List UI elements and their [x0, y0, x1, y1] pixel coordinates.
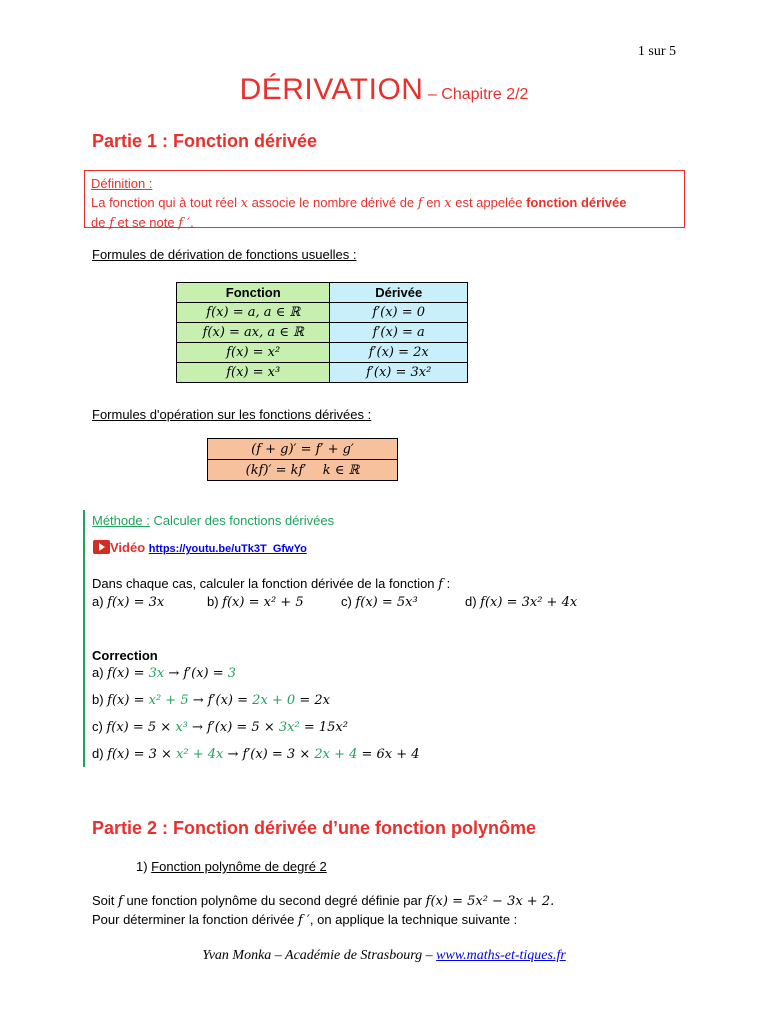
exercise-d: d) f(x) = 3x² + 4x — [465, 594, 578, 610]
method-label: Méthode : — [92, 513, 150, 528]
correction-label: Correction — [92, 648, 158, 663]
exercise-c: c) f(x) = 5x³ — [341, 594, 418, 610]
usual-derivatives-table — [176, 282, 468, 383]
footer-link[interactable]: www.maths-et-tiques.fr — [436, 948, 566, 963]
part2-line-1: Soit f une fonction polynôme du second degré définie par f(x) = 5x² − 3x + 2. — [92, 893, 555, 909]
video-label: Vidéo — [110, 540, 149, 555]
part1-heading: Partie 1 : Fonction dérivée — [92, 131, 318, 151]
table-row — [177, 323, 468, 343]
table-cell-derivative: f′(x) = 3x² — [330, 363, 468, 383]
table-row — [208, 439, 398, 460]
correction-a: a) f(x) = 3x → f′(x) = 3 — [92, 665, 237, 681]
definition-box — [84, 170, 685, 231]
video-play-icon[interactable] — [93, 540, 110, 554]
table-row — [177, 303, 468, 323]
correction-b: b) f(x) = x² + 5 → f′(x) = 2x + 0 = 2x — [92, 692, 330, 708]
table-row — [208, 460, 398, 481]
title-chapter: – Chapitre 2/2 — [427, 86, 529, 103]
table-header-function: Fonction — [177, 283, 330, 303]
table-cell-function: f(x) = x² — [177, 343, 330, 363]
table-row — [177, 363, 468, 383]
table-cell-function: f(x) = x³ — [177, 363, 330, 383]
usual-formulas-heading: Formules de dérivation de fonctions usuelles : — [92, 247, 357, 262]
correction-d: d) f(x) = 3 × x² + 4x → f′(x) = 3 × 2x + 4 = 6x + 4 — [92, 746, 420, 762]
footer-text: Yvan Monka – Académie de Strasbourg – — [202, 948, 437, 963]
operation-formula: (kf)′ = kf′ k ∈ ℝ — [208, 460, 398, 481]
definition-line-1: La fonction qui à tout réel x associe le nombre dérivé de f en x est appelée fonction dérivée — [91, 195, 627, 211]
method-heading — [92, 513, 334, 528]
method-side-bar — [83, 510, 85, 767]
exercise-instruction: Dans chaque cas, calculer la fonction dérivée de la fonction f : — [92, 576, 451, 592]
correction-c: c) f(x) = 5 × x³ → f′(x) = 5 × 3x² = 15x² — [92, 719, 348, 735]
table-cell-function: f(x) = ax, a ∈ ℝ — [177, 323, 330, 343]
table-header-derivative: Dérivée — [330, 283, 468, 303]
table-cell-derivative: f′(x) = 2x — [330, 343, 468, 363]
part2-heading: Partie 2 : Fonction dérivée d’une fonction polynôme — [92, 818, 537, 838]
title-main: DÉRIVATION — [239, 73, 424, 106]
page-number: 1 sur 5 — [637, 44, 676, 59]
definition-label: Définition : — [91, 176, 153, 191]
video-line — [110, 540, 307, 555]
operations-table — [207, 438, 398, 481]
table-row — [177, 343, 468, 363]
operations-heading: Formules d'opération sur les fonctions dérivées : — [92, 407, 372, 422]
exercise-a: a) f(x) = 3x — [92, 594, 165, 610]
method-text: Calculer des fonctions dérivées — [149, 513, 335, 528]
table-cell-function: f(x) = a, a ∈ ℝ — [177, 303, 330, 323]
part2-line-2: Pour déterminer la fonction dérivée f ′, on applique la technique suivante : — [92, 912, 518, 928]
table-cell-derivative: f′(x) = 0 — [330, 303, 468, 323]
page-footer — [0, 948, 768, 964]
definition-line-2: de f et se note f ′. — [91, 215, 194, 231]
document-title — [0, 73, 768, 107]
table-cell-derivative: f′(x) = a — [330, 323, 468, 343]
video-link[interactable]: https://youtu.be/uTk3T_GfwYo — [148, 543, 307, 555]
exercise-b: b) f(x) = x² + 5 — [207, 594, 304, 610]
operation-formula: (f + g)′ = f′ + g′ — [208, 439, 398, 460]
part2-subheading: 1) Fonction polynôme de degré 2 — [136, 859, 327, 874]
